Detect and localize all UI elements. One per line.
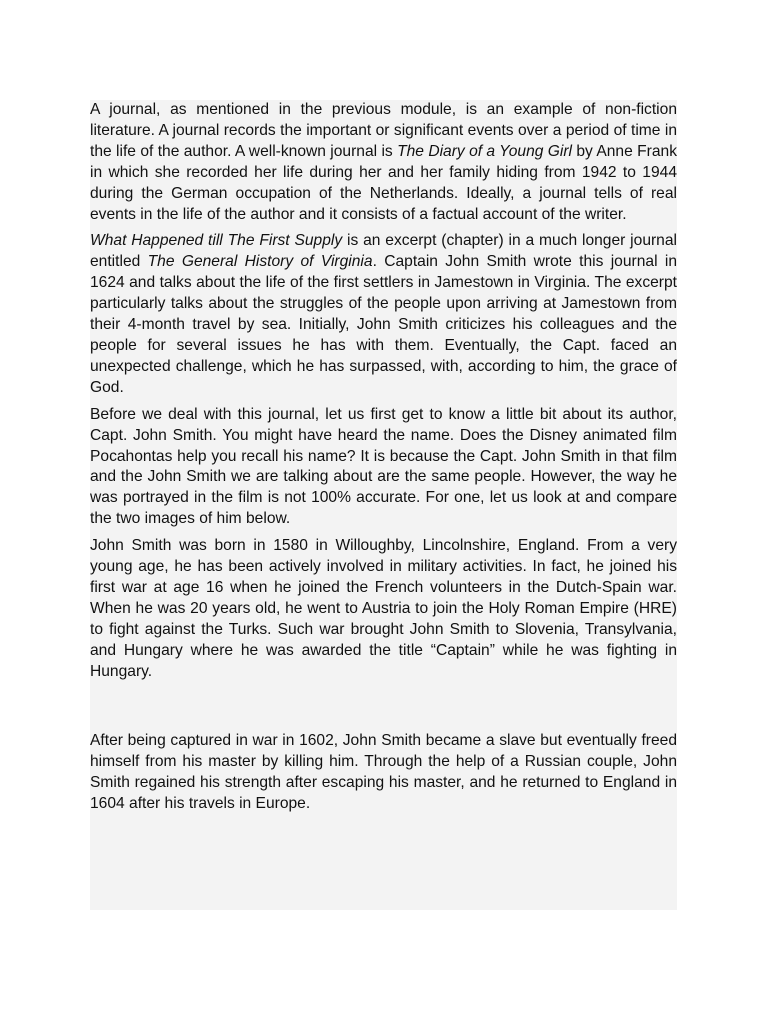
paragraph-1-text-cont: by Anne Frank in which she recorded her life during her and her family hiding from 1942 to 1944 during the German occupation of the Netherlands. Ideally, a journal tells of real events in the life of the author and it consists of a factual account of the writer.	[90, 142, 677, 223]
document-body	[90, 100, 677, 910]
journal-title: The General History of Virginia	[147, 253, 373, 271]
book-title-diary: The Diary of a Young Girl	[397, 142, 573, 160]
paragraph-1	[90, 100, 677, 225]
paragraph-3	[90, 405, 677, 530]
excerpt-title: What Happened till The First Supply	[90, 232, 343, 250]
paragraph-4	[90, 536, 677, 682]
paragraph-2	[90, 231, 677, 398]
paragraph-2-text-cont: . Captain John Smith wrote this journal in 1624 and talks about the life of the first settlers in Jamestown in Virginia. The excerpt particularly talks about the struggles of the people upon arriving at Jamestown from their 4-month travel by sea. Initially, John Smith criticizes his colleagues and the people for several issues he has with them. Eventually, the Capt. faced an unexpected challenge, which he has surpassed, with, according to him, the grace of God.	[90, 253, 678, 396]
paragraph-2-text: is an excerpt (chapter) in a much longer journal entitled	[90, 232, 677, 271]
paragraph-1-text: A journal, as mentioned in the previous module, is an example of non-fiction literature. A journal records the important or significant events over a period of time in the life of the author. A well-known journal is	[90, 101, 677, 160]
paragraph-4-text: John Smith was born in 1580 in Willoughby, Lincolnshire, England. From a very young age, he has been actively involved in military activities. In fact, he joined his first war at age 16 when he joined the French volunteers in the Dutch-Spain war. When he was 20 years old, he went to Austria to join the Holy Roman Empire (HRE) to fight against the Turks. Such war brought John Smith to Slovenia, Transylvania, and Hungary where he was awarded the title “Captain” while he was fighting in Hungary.	[90, 537, 677, 680]
paragraph-3-text: Before we deal with this journal, let us first get to know a little bit about its author, Capt. John Smith. You might have heard the name. Does the Disney animated film Pocahontas help you recall his name? It is because the Capt. John Smith in that film and the John Smith we are talking about are the same people. However, the way he was portrayed in the film is not 100% accurate. For one, let us look at and compare the two images of him below.	[90, 405, 677, 528]
paragraph-5	[90, 731, 677, 815]
paragraph-5-text: After being captured in war in 1602, John Smith became a slave but eventually freed himself from his master by killing him. Through the help of a Russian couple, John Smith regained his strength after escaping his master, and he returned to England in 1604 after his travels in Europe.	[90, 732, 677, 813]
